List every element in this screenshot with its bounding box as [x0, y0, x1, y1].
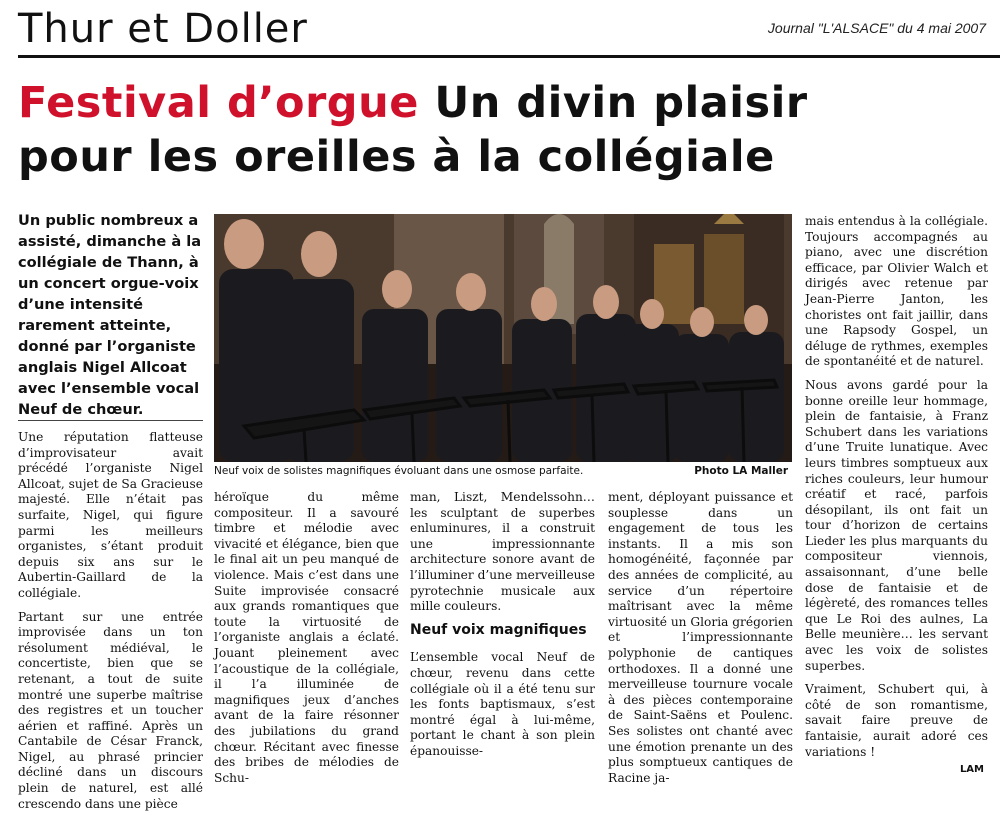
photo-caption — [214, 462, 792, 480]
column-1-paragraph-2: Partant sur une entrée improvisée dans un ton résolument médiéval, le concertiste, bien que se retenant, a tout de suite montré une superbe maîtrise des registres et un toucher aérien et raffiné. Après un Cantabile de César Franck, Nigel, au phrasé princier décliné dans un discours plein de naturel, est allé crescendo dans une pièce — [18, 609, 203, 811]
column-4-paragraph-1: ment, déployant puissance et souplesse dans un engagement de tous les instants. Il a mis son homogénéité, façonnée par des années de complicité, au service d’un répertoire maîtrisant avec la même virtuosité un Gloria grégorien et l’impressionnante polyphonie de cantiques orthodoxes. Il a donné une merveilleuse tournure vocale à des pièces contemporaine de Saint-Saëns et Poulenc. Ses solistes ont chanté avec une émotion prenante un des plus somptueux cantiques de Racine ja- — [608, 490, 794, 785]
column-2-paragraph-1: héroïque du même compositeur. Il a savouré timbre et mélodie avec vivacité et élégance, bien que le final ait un peu manqué de violence. Mais c’est dans une Suite improvisée consacré aux grands romantiques que toute la virtuosité de l’organiste anglais a éclaté. Jouant pleinement avec l’acoustique de la collégiale, il l’a illuminée de magnifiques jeux d’anches avant de la faire résonner des jubilations du grand chœur. Récitant avec finesse des bribes de mélodies de Schu- — [214, 490, 399, 785]
choir-photo-illustration — [214, 214, 792, 462]
author-signature: LAM — [959, 764, 984, 775]
lead-rule — [18, 420, 203, 421]
column-1-paragraph-1: Une réputation flatteuse d’improvisateur avait précédé l’organiste Nigel Allcoat, sujet de Sa Gracieuse majesté. Elle n’était pas surfaite, Nigel, qui figure parmi les meilleurs organistes, s’étant produit depuis six ans sur le Aubertin-Gaillard de la collégiale. — [18, 430, 203, 600]
article-column-1 — [18, 430, 203, 820]
headline-line-2: pour les oreilles à la collégiale — [18, 132, 775, 182]
column-5-paragraph-1: mais entendus à la collégiale. Toujours accompagnés au piano, avec une discrétion efficace, par Olivier Walch et dirigés avec retenue par Jean-Pierre Janton, les choristes ont fait jaillir, dans une Rapsody Gospel, un déluge de rythmes, exemples de spontanéité et de naturel. — [805, 214, 988, 369]
source-line: Journal "L'ALSACE" du 4 mai 2007 — [767, 20, 986, 36]
column-5-paragraph-2: Nous avons gardé pour la bonne oreille leur hommage, plein de fantaisie, à Franz Schubert dans les variations d’une Truite lunatique. Avec leurs timbres somptueux aux riches couleurs, leur humour créatif et racé, parfois désopilant, ils ont fait un tour d’horizon de certains Lieder les plus marquants du compositeur viennois, assaisonnant, d’une belle dose de fantaisie et de légèreté, des romances telles que Le Roi des aulnes, La Belle meunière… les servant avec les voix de solistes superbes. — [805, 377, 988, 673]
headline-kicker: Festival d’orgue — [18, 78, 419, 128]
caption-text: Neuf voix de solistes magnifiques évoluant dans une osmose parfaite. — [214, 465, 584, 477]
headline — [18, 76, 993, 184]
article-column-3 — [410, 490, 595, 768]
column-5-paragraph-3: Vraiment, Schubert qui, à côté de son romantisme, savait faire preuve de fantaisie, aurait adoré ces variations ! — [805, 682, 988, 759]
section-rubric: Thur et Doller — [18, 6, 308, 52]
photo-credit: Photo LA Maller — [694, 465, 788, 477]
column-3-paragraph-1: man, Liszt, Mendelssohn… les sculptant de superbes enluminures, il a construit une impressionnante architecture sonore avant de l’illuminer d’une merveilleuse pyrotechnie musicale aux mille couleurs. — [410, 490, 595, 614]
column-3-paragraph-2: L’ensemble vocal Neuf de chœur, revenu dans cette collégiale où il a été tenu sur les fonts baptismaux, s’est montré égal à lui-même, portant le chant à son plein épanouisse- — [410, 650, 595, 758]
subheading: Neuf voix magnifiques — [410, 621, 587, 638]
article-column-4 — [608, 490, 793, 794]
article-column-2 — [214, 490, 399, 794]
lead-paragraph: Un public nombreux a assisté, dimanche à la collégiale de Thann, à un concert orgue-voix d’une intensité rarement atteinte, donné par l’organiste anglais Nigel Allcoat avec l’ensemble vocal Neuf de chœur. — [18, 212, 202, 418]
choir-photo — [214, 214, 792, 462]
headline-line-1: Un divin plaisir — [434, 78, 808, 128]
article-column-5 — [805, 214, 988, 768]
header-rule — [18, 55, 1000, 58]
